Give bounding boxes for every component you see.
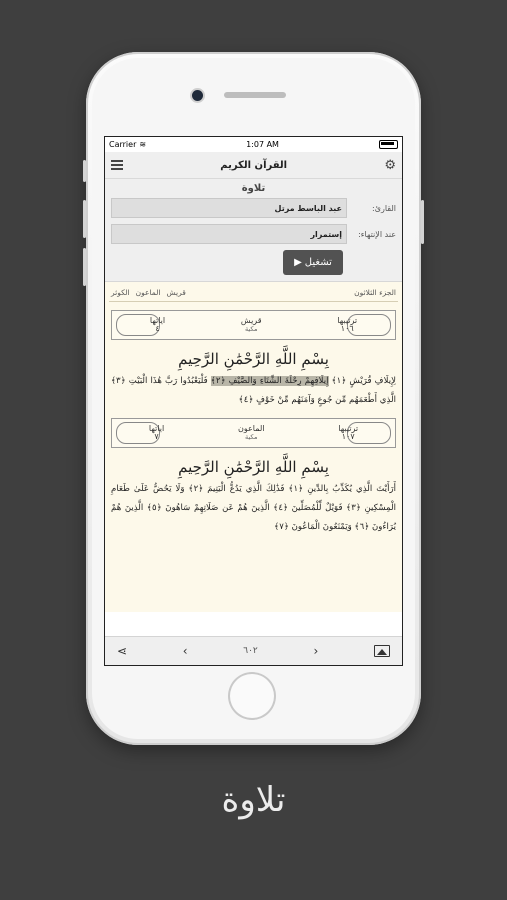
surah-name — [241, 317, 262, 332]
nav-bar — [105, 152, 402, 179]
status-bar — [105, 137, 402, 152]
surah-order — [338, 425, 358, 442]
reciter-select[interactable]: عبد الباسط مرتل — [111, 198, 347, 218]
page-title: القرآن الكريم — [220, 159, 288, 171]
ayah-text: لِإِيلَافِ قُرَيْشٍ ﴿١﴾ — [331, 376, 397, 386]
page-meta — [105, 282, 402, 301]
surah-text-maun[interactable]: أَرَأَيْتَ الَّذِي يُكَذِّبُ بِالدِّينِ ﴿١﴾ فَذَٰلِكَ الَّذِي يَدُعُّ الْيَتِيمَ ﴿٢﴾ وَلَا يَحُضُّ عَلَىٰ طَعَامِ الْمِسْكِينِ ﴿٣﴾ فَوَيْلٌ لِّلْمُصَلِّينَ ﴿٤﴾ الَّذِينَ هُمْ عَن صَلَاتِهِمْ سَاهُونَ ﴿٥﴾ الَّذِينَ هُمْ يُرَاءُونَ ﴿٦﴾ وَيَمْنَعُونَ الْمَاعُونَ ﴿٧﴾ — [111, 484, 397, 532]
order-number: ١٠٦ — [340, 324, 354, 333]
ayat-number: ٧ — [154, 432, 159, 441]
power-button — [421, 200, 424, 244]
end-action-select[interactable]: إستمرار — [111, 224, 347, 244]
surah-name-text: قريش — [240, 316, 262, 326]
app-screen — [104, 136, 403, 666]
carrier-label: Carrier — [109, 140, 137, 149]
bismillah: بِسْمِ اللَّهِ الرَّحْمَٰنِ الرَّحِيمِ — [178, 350, 329, 368]
menu-icon[interactable] — [111, 160, 123, 170]
page-number: ٦٠٢ — [243, 646, 258, 656]
reciter-label: القارئ: — [372, 203, 396, 213]
chevron-left-icon[interactable]: ‹ — [182, 644, 188, 658]
volume-down-button — [83, 248, 86, 286]
play-label: تشغيل — [304, 257, 332, 268]
recitation-panel — [105, 179, 402, 282]
play-button[interactable] — [283, 250, 343, 275]
battery-icon — [379, 140, 398, 149]
panel-title: تلاوة — [241, 183, 266, 194]
gear-icon[interactable]: ⚙ — [384, 157, 396, 173]
mute-switch — [83, 160, 86, 182]
speaker — [224, 92, 286, 98]
juz-label: الجزء الثلاثون — [354, 288, 396, 297]
order-label: ترتيبها — [337, 315, 358, 325]
ayah-text: فَلْيَعْبُدُوا رَبَّ هَٰذَا الْبَيْتِ ﴿٣﴾ الَّذِي أَطْعَمَهُم مِّن جُوعٍ وَآمَنَهُم مِّنْ خَوْفٍ ﴿٤﴾ — [111, 376, 396, 405]
play-icon: ▶ — [294, 257, 302, 268]
chevron-right-icon[interactable]: › — [313, 644, 319, 658]
order-label: ترتيبها — [338, 423, 359, 433]
clock: 1:07 AM — [246, 140, 279, 149]
volume-up-button — [83, 200, 86, 238]
surah-type: مكية — [244, 324, 258, 333]
surah-type: مكية — [244, 432, 258, 441]
surah-ayat-count — [149, 425, 164, 442]
surah-header-quraysh — [111, 310, 396, 340]
surah-name-text: الماعون — [237, 424, 265, 434]
ayat-label: اياتها — [149, 315, 166, 325]
camera — [192, 90, 203, 101]
home-button[interactable] — [228, 672, 276, 720]
bismillah: بِسْمِ اللَّهِ الرَّحْمَٰنِ الرَّحِيمِ — [178, 458, 329, 476]
wifi-icon: ≋ — [139, 140, 147, 149]
surah-text-quraysh[interactable] — [105, 372, 402, 410]
end-action-label: عند الإنتهاء: — [358, 229, 396, 239]
ayat-number: ٤ — [155, 324, 160, 333]
order-number: ١٠٧ — [341, 432, 355, 441]
surah-link-kawthar[interactable]: الكوثر — [111, 288, 130, 297]
highlighted-ayah[interactable]: إِيلَافِهِمْ رِحْلَةَ الشِّتَاءِ وَالصَّيْفِ ﴿٢﴾ — [210, 376, 329, 386]
share-icon[interactable]: ⋖ — [117, 644, 128, 658]
reciter-row — [111, 198, 396, 218]
surah-link-maun[interactable]: الماعون — [135, 288, 161, 297]
ayat-label: اياتها — [148, 423, 165, 433]
surah-header-maun — [111, 418, 396, 448]
mushaf-page[interactable] — [105, 282, 402, 612]
caption-title: تلاوة — [221, 780, 286, 820]
end-action-row — [111, 224, 396, 244]
surah-order — [337, 317, 357, 334]
image-icon[interactable] — [374, 645, 390, 657]
bottom-toolbar — [105, 636, 402, 665]
surah-name — [238, 425, 265, 440]
surah-ayat-count — [150, 317, 165, 334]
divider — [109, 301, 398, 302]
surah-link-quraysh[interactable]: قريش — [166, 288, 186, 297]
